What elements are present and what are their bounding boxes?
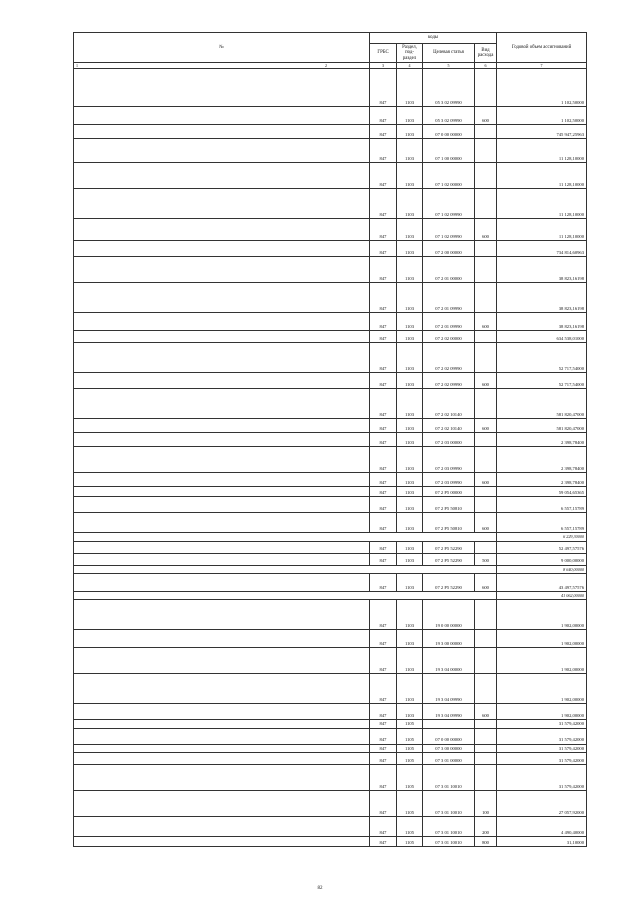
- row-target-article: 19 3 04 09990: [423, 704, 475, 720]
- row-grbs: 847: [370, 704, 397, 720]
- row-amount: 31 579,42000: [497, 765, 587, 791]
- row-amount: 2 398,78400: [497, 447, 587, 473]
- row-target-article: 07 2 01 09990: [423, 283, 475, 313]
- row-name: [74, 257, 370, 283]
- column-number-1: 1 2: [74, 63, 370, 69]
- table-row: [74, 497, 587, 513]
- table-row: [74, 728, 587, 744]
- row-section: 1103: [397, 283, 423, 313]
- note-amount: 41 062,00000: [497, 592, 587, 600]
- row-grbs: 847: [370, 241, 397, 257]
- table-row: [74, 765, 587, 791]
- row-expense-type: [475, 139, 497, 163]
- row-expense-type: [475, 283, 497, 313]
- row-amount: 38 823,16198: [497, 283, 587, 313]
- row-grbs: 847: [370, 744, 397, 752]
- table-row: [74, 107, 587, 125]
- row-grbs: 847: [370, 753, 397, 765]
- row-section: 1103: [397, 419, 423, 433]
- row-expense-type: [475, 163, 497, 189]
- table-row: [74, 817, 587, 837]
- row-amount: 31,10000: [497, 837, 587, 847]
- row-target-article: 07 2 P5 52290: [423, 574, 475, 592]
- row-target-article: 07 2 02 09990: [423, 343, 475, 373]
- row-target-article: 07 3 01 00000: [423, 753, 475, 765]
- row-target-article: 07 2 03 00000: [423, 433, 475, 447]
- row-section: 1103: [397, 648, 423, 674]
- table-row: [74, 648, 587, 674]
- table-row: [74, 283, 587, 313]
- row-amount: 1 102,50000: [497, 107, 587, 125]
- row-name: [74, 433, 370, 447]
- row-grbs: 847: [370, 331, 397, 343]
- row-amount: 6 557,15789: [497, 513, 587, 533]
- note-text: [74, 533, 497, 541]
- row-target-article: 07 1 00 00000: [423, 139, 475, 163]
- row-amount: 581 820,47000: [497, 419, 587, 433]
- row-section: 1103: [397, 163, 423, 189]
- row-name: [74, 837, 370, 847]
- row-amount: 27 057,92000: [497, 791, 587, 817]
- row-grbs: 847: [370, 817, 397, 837]
- row-section: 1103: [397, 331, 423, 343]
- row-name: [74, 189, 370, 219]
- row-grbs: 847: [370, 433, 397, 447]
- row-grbs: 847: [370, 600, 397, 630]
- row-target-article: 05 3 02 09990: [423, 69, 475, 107]
- row-target-article: 07 0 00 00000: [423, 728, 475, 744]
- row-target-article: 07 2 01 00000: [423, 257, 475, 283]
- table-note-row: [74, 592, 587, 600]
- row-amount: 59 054,65365: [497, 487, 587, 497]
- row-name: [74, 674, 370, 704]
- row-section: 1103: [397, 107, 423, 125]
- row-section: 1105: [397, 837, 423, 847]
- row-section: 1103: [397, 343, 423, 373]
- row-target-article: 19 0 00 00000: [423, 600, 475, 630]
- row-amount: 2 398,78400: [497, 473, 587, 487]
- row-expense-type: 100: [475, 791, 497, 817]
- row-amount: 1 902,00000: [497, 674, 587, 704]
- row-name: [74, 765, 370, 791]
- row-name: [74, 497, 370, 513]
- row-expense-type: 600: [475, 513, 497, 533]
- row-amount: 52 717,54000: [497, 373, 587, 389]
- row-section: 1103: [397, 704, 423, 720]
- row-amount: 11 128,10000: [497, 163, 587, 189]
- row-grbs: 847: [370, 219, 397, 241]
- row-target-article: 19 3 00 00000: [423, 630, 475, 648]
- row-grbs: 847: [370, 257, 397, 283]
- row-expense-type: [475, 753, 497, 765]
- table-row: [74, 513, 587, 533]
- note-amount: 8 640,00000: [497, 565, 587, 573]
- row-amount: 52 497,57576: [497, 541, 587, 553]
- row-grbs: 847: [370, 69, 397, 107]
- table-row: [74, 219, 587, 241]
- header-codes-group: коды: [370, 33, 497, 44]
- row-section: 1103: [397, 139, 423, 163]
- row-target-article: 07 2 P5 52290: [423, 553, 475, 565]
- row-name: [74, 283, 370, 313]
- row-amount: 2 398,78400: [497, 433, 587, 447]
- table-row: [74, 473, 587, 487]
- row-expense-type: 600: [475, 107, 497, 125]
- row-grbs: 847: [370, 837, 397, 847]
- column-number-2: 2: [325, 62, 327, 68]
- row-name: [74, 125, 370, 139]
- table-row: [74, 487, 587, 497]
- table-row: [74, 447, 587, 473]
- row-target-article: 07 3 01 10010: [423, 837, 475, 847]
- table-row: [74, 163, 587, 189]
- row-target-article: 07 2 00 00000: [423, 241, 475, 257]
- row-name: [74, 487, 370, 497]
- table-row: [74, 189, 587, 219]
- header-target-article: Целевая статья: [423, 44, 475, 63]
- row-expense-type: [475, 630, 497, 648]
- row-grbs: 847: [370, 513, 397, 533]
- row-amount: 38 823,16198: [497, 313, 587, 331]
- row-section: 1105: [397, 720, 423, 728]
- row-expense-type: [475, 487, 497, 497]
- row-name: [74, 817, 370, 837]
- row-expense-type: [475, 189, 497, 219]
- row-name: [74, 313, 370, 331]
- row-amount: 11 128,10000: [497, 189, 587, 219]
- row-name: [74, 744, 370, 752]
- row-grbs: 847: [370, 765, 397, 791]
- row-grbs: 847: [370, 720, 397, 728]
- row-target-article: 07 2 02 10140: [423, 389, 475, 419]
- table-row: [74, 541, 587, 553]
- row-target-article: 07 2 P5 50810: [423, 513, 475, 533]
- table-row: [74, 674, 587, 704]
- table-row: [74, 574, 587, 592]
- row-expense-type: 600: [475, 419, 497, 433]
- row-section: 1103: [397, 473, 423, 487]
- row-section: 1105: [397, 728, 423, 744]
- row-section: 1103: [397, 574, 423, 592]
- table-row: [74, 704, 587, 720]
- row-amount: 31 579,42000: [497, 728, 587, 744]
- row-name: [74, 704, 370, 720]
- row-name: [74, 513, 370, 533]
- row-section: 1103: [397, 541, 423, 553]
- header-section: Раздел, под-раздел: [397, 44, 423, 63]
- table-row: [74, 753, 587, 765]
- row-target-article: 07 2 P5 50810: [423, 497, 475, 513]
- row-grbs: 847: [370, 447, 397, 473]
- table-row: [74, 720, 587, 728]
- column-number-6: 6: [475, 63, 497, 69]
- row-name: [74, 107, 370, 125]
- row-name: [74, 139, 370, 163]
- table-row: [74, 837, 587, 847]
- row-grbs: 847: [370, 473, 397, 487]
- row-name: [74, 574, 370, 592]
- row-amount: 581 820,47000: [497, 389, 587, 419]
- table-row: [74, 791, 587, 817]
- row-grbs: 847: [370, 574, 397, 592]
- note-text: [74, 565, 497, 573]
- row-target-article: 19 3 04 00000: [423, 648, 475, 674]
- row-expense-type: [475, 728, 497, 744]
- row-section: 1105: [397, 744, 423, 752]
- row-expense-type: 500: [475, 553, 497, 565]
- table-row: [74, 744, 587, 752]
- row-name: [74, 720, 370, 728]
- row-grbs: 847: [370, 343, 397, 373]
- row-grbs: 847: [370, 283, 397, 313]
- row-name: [74, 163, 370, 189]
- header-expense-type: Вид расхода: [475, 44, 497, 63]
- row-expense-type: [475, 744, 497, 752]
- table-row: [74, 433, 587, 447]
- row-name: [74, 241, 370, 257]
- row-name: [74, 553, 370, 565]
- row-target-article: 07 1 02 09990: [423, 189, 475, 219]
- row-target-article: 07 3 01 10010: [423, 817, 475, 837]
- row-expense-type: [475, 720, 497, 728]
- row-name: [74, 630, 370, 648]
- row-name: [74, 753, 370, 765]
- row-section: 1103: [397, 257, 423, 283]
- table-row: [74, 343, 587, 373]
- header-number: №: [74, 33, 370, 63]
- row-section: 1103: [397, 313, 423, 331]
- table-body: [74, 69, 587, 847]
- table-row: [74, 553, 587, 565]
- row-expense-type: [475, 447, 497, 473]
- row-section: 1103: [397, 447, 423, 473]
- row-target-article: 07 2 03 09990: [423, 447, 475, 473]
- row-amount: 6 557,15789: [497, 497, 587, 513]
- row-expense-type: 800: [475, 837, 497, 847]
- row-expense-type: [475, 389, 497, 419]
- row-target-article: 19 3 04 09990: [423, 674, 475, 704]
- row-name: [74, 473, 370, 487]
- row-grbs: 847: [370, 189, 397, 219]
- row-expense-type: [475, 69, 497, 107]
- row-section: 1103: [397, 389, 423, 419]
- row-section: 1103: [397, 189, 423, 219]
- row-amount: 634 538,01000: [497, 331, 587, 343]
- column-number-4: 4: [397, 63, 423, 69]
- row-amount: 31 579,42000: [497, 720, 587, 728]
- row-target-article: 07 2 02 10140: [423, 419, 475, 433]
- row-grbs: 847: [370, 487, 397, 497]
- row-grbs: 847: [370, 553, 397, 565]
- row-target-article: 07 2 01 09990: [423, 313, 475, 331]
- table-row: [74, 125, 587, 139]
- row-section: 1103: [397, 630, 423, 648]
- row-target-article: 07 3 01 10010: [423, 765, 475, 791]
- table-row: [74, 257, 587, 283]
- row-section: 1103: [397, 553, 423, 565]
- row-expense-type: [475, 331, 497, 343]
- row-section: 1103: [397, 219, 423, 241]
- row-section: 1103: [397, 487, 423, 497]
- row-target-article: 07 0 00 00000: [423, 125, 475, 139]
- row-amount: 1 902,00000: [497, 704, 587, 720]
- row-expense-type: [475, 765, 497, 791]
- row-name: [74, 373, 370, 389]
- row-expense-type: 600: [475, 574, 497, 592]
- row-expense-type: 600: [475, 473, 497, 487]
- row-grbs: 847: [370, 419, 397, 433]
- row-section: 1105: [397, 791, 423, 817]
- row-section: 1103: [397, 600, 423, 630]
- row-grbs: 847: [370, 541, 397, 553]
- row-target-article: 07 2 02 09990: [423, 373, 475, 389]
- row-grbs: 847: [370, 648, 397, 674]
- row-expense-type: 600: [475, 704, 497, 720]
- row-amount: 1 902,00000: [497, 630, 587, 648]
- row-grbs: 847: [370, 728, 397, 744]
- row-expense-type: 600: [475, 313, 497, 331]
- row-name: [74, 648, 370, 674]
- row-expense-type: 200: [475, 817, 497, 837]
- column-number-5: 5: [423, 63, 475, 69]
- row-name: [74, 791, 370, 817]
- table-row: [74, 389, 587, 419]
- row-expense-type: [475, 433, 497, 447]
- table-row: [74, 69, 587, 107]
- row-section: 1105: [397, 765, 423, 791]
- row-amount: 11 128,10000: [497, 139, 587, 163]
- row-expense-type: [475, 125, 497, 139]
- row-grbs: 847: [370, 163, 397, 189]
- row-name: [74, 219, 370, 241]
- row-target-article: 07 1 02 00000: [423, 163, 475, 189]
- row-amount: 31 579,42000: [497, 744, 587, 752]
- row-section: 1103: [397, 373, 423, 389]
- row-name: [74, 69, 370, 107]
- row-grbs: 847: [370, 107, 397, 125]
- row-name: [74, 389, 370, 419]
- row-amount: 745 947,25963: [497, 125, 587, 139]
- row-name: [74, 343, 370, 373]
- row-grbs: 847: [370, 389, 397, 419]
- row-expense-type: [475, 241, 497, 257]
- row-section: 1103: [397, 69, 423, 107]
- row-section: 1103: [397, 674, 423, 704]
- table-row: [74, 241, 587, 257]
- row-amount: 4 490,40000: [497, 817, 587, 837]
- table-row: [74, 313, 587, 331]
- row-target-article: 05 3 02 09990: [423, 107, 475, 125]
- row-name: [74, 447, 370, 473]
- row-expense-type: [475, 648, 497, 674]
- row-target-article: [423, 720, 475, 728]
- table-row: [74, 331, 587, 343]
- row-grbs: 847: [370, 674, 397, 704]
- row-section: 1103: [397, 513, 423, 533]
- note-amount: 6 229,30000: [497, 533, 587, 541]
- row-section: 1105: [397, 753, 423, 765]
- row-grbs: 847: [370, 125, 397, 139]
- row-name: [74, 541, 370, 553]
- row-grbs: 847: [370, 373, 397, 389]
- row-section: 1105: [397, 817, 423, 837]
- row-amount: 38 823,16198: [497, 257, 587, 283]
- row-name: [74, 419, 370, 433]
- row-grbs: 847: [370, 630, 397, 648]
- header-annual-total: Годовой объем ассигнований: [497, 33, 587, 63]
- row-amount: 1 102,50000: [497, 69, 587, 107]
- table-row: [74, 630, 587, 648]
- budget-table: [73, 32, 587, 847]
- table-row: [74, 139, 587, 163]
- table-header: [74, 33, 587, 69]
- header-grbs: ГРБС: [370, 44, 397, 63]
- row-grbs: 847: [370, 313, 397, 331]
- row-expense-type: [475, 674, 497, 704]
- row-section: 1103: [397, 497, 423, 513]
- table-row: [74, 419, 587, 433]
- row-expense-type: [475, 343, 497, 373]
- row-section: 1103: [397, 241, 423, 257]
- row-section: 1103: [397, 125, 423, 139]
- row-amount: 9 000,00000: [497, 553, 587, 565]
- row-target-article: 07 3 00 00000: [423, 744, 475, 752]
- budget-table-sheet: [73, 32, 586, 847]
- row-name: [74, 600, 370, 630]
- row-grbs: 847: [370, 497, 397, 513]
- row-target-article: 07 2 P5 00000: [423, 487, 475, 497]
- row-section: 1103: [397, 433, 423, 447]
- column-number-3: 3: [370, 63, 397, 69]
- row-expense-type: [475, 600, 497, 630]
- row-target-article: 07 2 02 00000: [423, 331, 475, 343]
- row-expense-type: 600: [475, 373, 497, 389]
- row-grbs: 847: [370, 791, 397, 817]
- row-amount: 1 902,00000: [497, 600, 587, 630]
- row-expense-type: 600: [475, 219, 497, 241]
- table-row: [74, 600, 587, 630]
- page-number: 82: [317, 886, 323, 891]
- column-number-7: 7: [497, 63, 587, 69]
- row-expense-type: [475, 541, 497, 553]
- row-amount: 734 814,60963: [497, 241, 587, 257]
- table-note-row: [74, 565, 587, 573]
- row-amount: 31 579,42000: [497, 753, 587, 765]
- table-note-row: [74, 533, 587, 541]
- row-amount: 1 902,00000: [497, 648, 587, 674]
- row-target-article: 07 2 03 09990: [423, 473, 475, 487]
- row-target-article: 07 1 02 09990: [423, 219, 475, 241]
- row-amount: 11 128,10000: [497, 219, 587, 241]
- row-name: [74, 331, 370, 343]
- row-grbs: 847: [370, 139, 397, 163]
- row-expense-type: [475, 497, 497, 513]
- note-text: [74, 592, 497, 600]
- table-row: [74, 373, 587, 389]
- row-expense-type: [475, 257, 497, 283]
- row-name: [74, 728, 370, 744]
- row-amount: 52 717,54000: [497, 343, 587, 373]
- row-amount: 43 497,57576: [497, 574, 587, 592]
- row-target-article: 07 2 P5 52290: [423, 541, 475, 553]
- row-target-article: 07 3 01 10010: [423, 791, 475, 817]
